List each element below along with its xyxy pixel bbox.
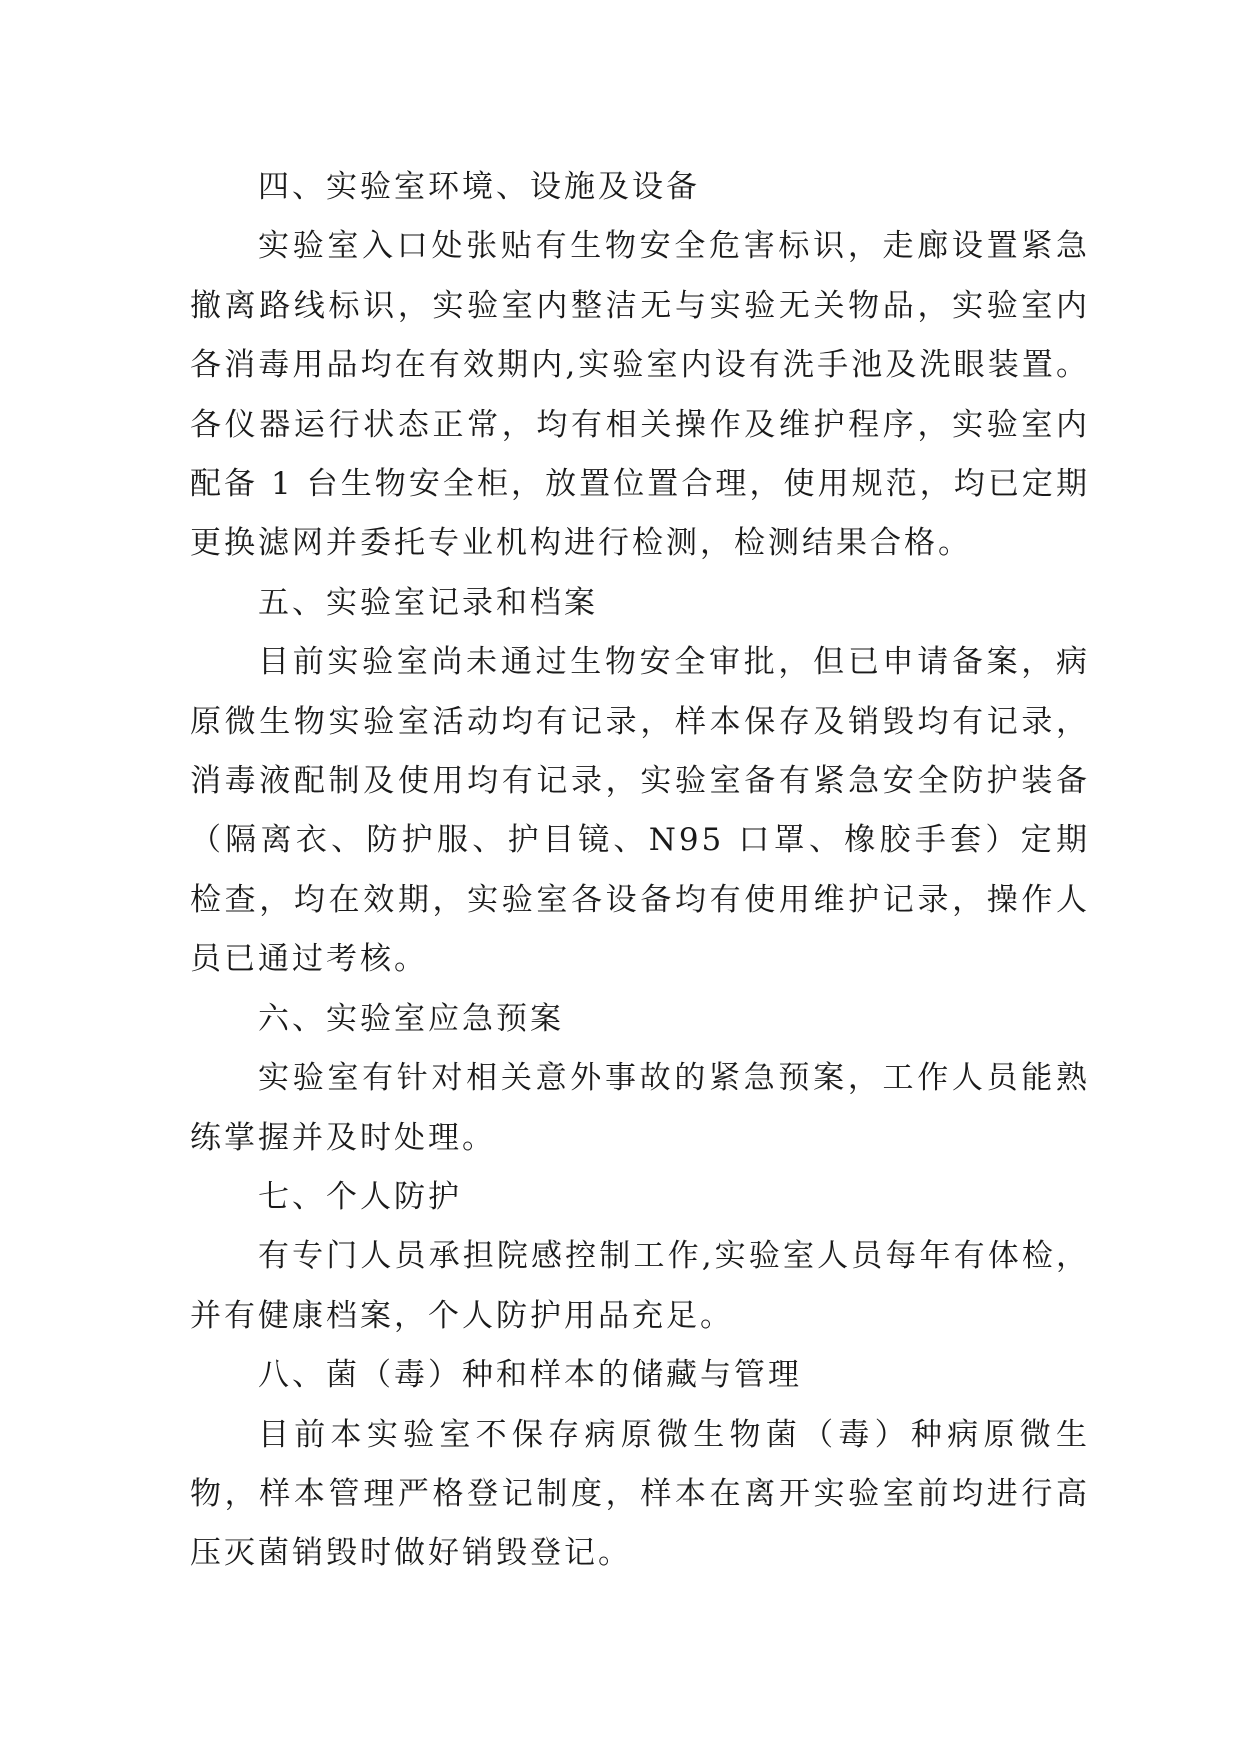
section-paragraph-5: 目前实验室尚未通过生物安全审批，但已申请备案，病原微生物实验室活动均有记录，样本保存及销毁均有记录，消毒液配制及使用均有记录，实验室备有紧急安全防护装备（隔离衣、防护服、护目镜、N95 口罩、橡胶手套）定期检查，均在效期，实验室各设备均有使用维护记录，操作人员已通过考核。 (190, 644, 1090, 978)
section-heading-4: 四、实验室环境、设施及设备 (258, 169, 700, 205)
section-paragraph-6: 实验室有针对相关意外事故的紧急预案，工作人员能熟练掌握并及时处理。 (190, 1060, 1090, 1156)
section-heading-7: 七、个人防护 (258, 1178, 462, 1215)
section-heading-5: 五、实验室记录和档案 (258, 584, 598, 621)
section-heading-6: 六、实验室应急预案 (258, 1000, 564, 1037)
section-paragraph-7: 有专门人员承担院感控制工作,实验室人员每年有体检，并有健康档案，个人防护用品充足。 (190, 1238, 1090, 1334)
document-body (190, 158, 1090, 1584)
section-heading-8: 八、菌（毒）种和样本的储藏与管理 (258, 1357, 802, 1394)
section-paragraph-8: 目前本实验室不保存病原微生物菌（毒）种病原微生物，样本管理严格登记制度，样本在离开实验室前均进行高压灭菌销毁时做好销毁登记。 (190, 1416, 1090, 1572)
section-paragraph-4: 实验室入口处张贴有生物安全危害标识，走廊设置紧急撤离路线标识，实验室内整洁无与实验无关物品，实验室内各消毒用品均在有效期内,实验室内设有洗手池及洗眼装置。各仪器运行状态正常，均有相关操作及维护程序，实验室内配备 1 台生物安全柜，放置位置合理，使用规范，均已定期更换滤网并委托专业机构进行检测，检测结果合格。 (190, 228, 1090, 562)
